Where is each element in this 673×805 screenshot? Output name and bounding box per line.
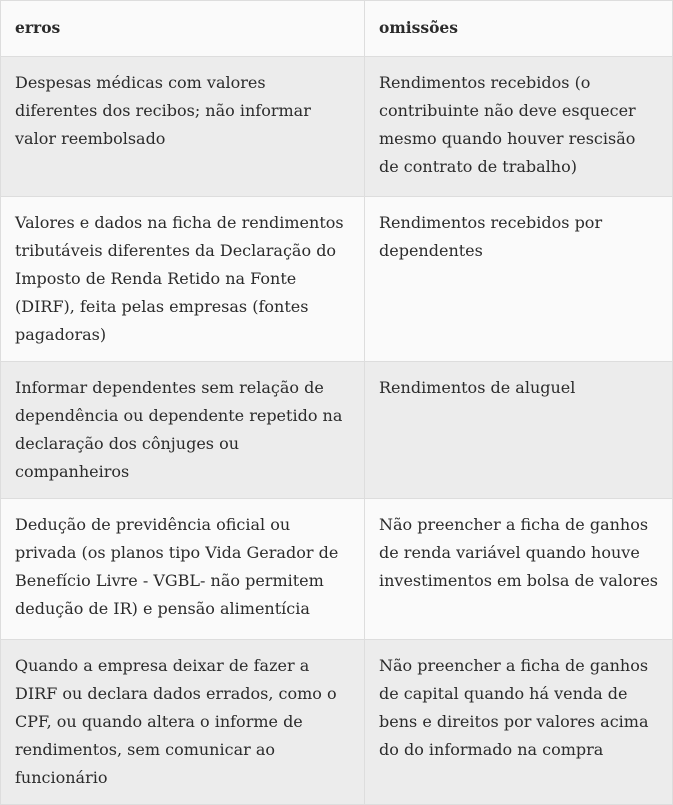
table-row [1,362,673,499]
header-omissoes: omissões [365,1,673,57]
header-erros: erros [1,1,365,57]
cell-omissoes: Rendimentos recebidos (o contribuinte não deve esquecer mesmo quando houver rescisão de contrato de trabalho) [365,57,673,197]
cell-erros: Quando a empresa deixar de fazer a DIRF ou declara dados errados, como o CPF, ou quando altera o informe de rendimentos, sem comunicar ao funcionário [1,640,365,805]
cell-omissoes: Não preencher a ficha de ganhos de capital quando há venda de bens e direitos por valores acima do do informado na compra [365,640,673,805]
header-row [1,1,673,57]
cell-erros: Dedução de previdência oficial ou privada (os planos tipo Vida Gerador de Benefício Livre - VGBL- não permitem dedução de IR) e pensão alimentícia [1,499,365,640]
cell-omissoes: Não preencher a ficha de ganhos de renda variável quando houve investimentos em bolsa de valores [365,499,673,640]
cell-erros: Valores e dados na ficha de rendimentos tributáveis diferentes da Declaração do Imposto de Renda Retido na Fonte (DIRF), feita pelas empresas (fontes pagadoras) [1,197,365,362]
cell-omissoes: Rendimentos recebidos por dependentes [365,197,673,362]
table-row [1,197,673,362]
table-row [1,57,673,197]
table-body [1,57,673,805]
table-header [1,1,673,57]
cell-erros: Despesas médicas com valores diferentes dos recibos; não informar valor reembolsado [1,57,365,197]
table-row [1,499,673,640]
cell-erros: Informar dependentes sem relação de dependência ou dependente repetido na declaração dos cônjuges ou companheiros [1,362,365,499]
table-row [1,640,673,805]
cell-omissoes: Rendimentos de aluguel [365,362,673,499]
